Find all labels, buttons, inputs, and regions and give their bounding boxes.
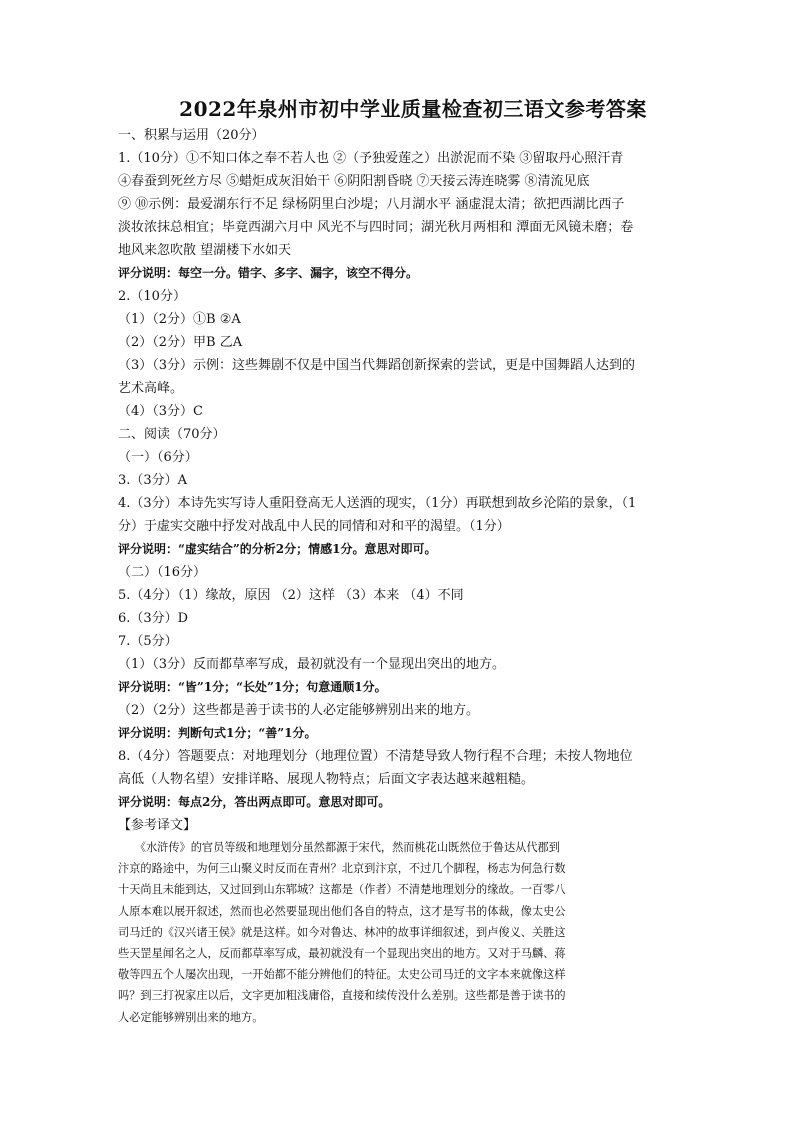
answer-line: 分）于虚实交融中抒发对战乱中人民的同情和对和平的渴望。（1分） (118, 519, 510, 534)
answer-line: 8.（4分）答题要点：对地理划分（地理位置）不清楚导致人物行程不合理；未按人物地位 (118, 749, 633, 764)
answer-line: ④春蚕到死丝方尽 ⑤蜡炬成灰泪始干 ⑥阴阳割昏晓 ⑦天接云涛连晓雾 ⑧清流见底 (118, 174, 590, 189)
answer-line: （1）（2分）①B ②A (118, 312, 241, 327)
translation-line: 人必定能够辨别出来的地方。 (118, 1010, 264, 1024)
translation-line: 人原本难以展开叙述，然而也必然要显现出他们各自的特点，这才是写书的体裁，像太史公 (118, 904, 566, 918)
translation-line: 汴京的路途中，为何三山聚义时反而在青州？北京到汴京，不过几个脚程，杨志为何急行数 (118, 862, 566, 876)
answer-line: 6.（3分）D (118, 611, 189, 626)
translation-line: 敬等四五个人屡次出现，一开始都不能分辨他们的特征。太史公司马迁的文字本来就像这样 (118, 968, 566, 982)
scoring-note: 评分说明：“虚实结合”的分析2分；情感1分。意思对即可。 (118, 542, 437, 556)
translation-line: 《水浒传》的官员等级和地理划分虽然都源于宋代，然而桃花山既然位于鲁达从代郡到 (118, 841, 560, 854)
answer-line: 1.（10分）①不知口体之奉不若人也 ②（予独爱莲之）出淤泥而不染 ③留取丹心照汗青 (118, 151, 624, 166)
scoring-note: 评分说明：每点2分，答出两点即可。意思对即可。 (118, 795, 391, 809)
answer-line: 2.（10分） (118, 289, 186, 304)
answer-line: （2）（2分）甲B 乙A (118, 335, 243, 350)
answer-line: 淡妆浓抹总相宜；毕竟西湖六月中 风光不与四时同；湖光秋月两相和 潭面无风镜未磨；卷 (118, 220, 634, 235)
answer-line: 地风来忽吹散 望湖楼下水如天 (118, 243, 292, 258)
answer-line: ⑨ ⑩示例：最爱湖东行不足 绿杨阴里白沙堤；八月湖水平 涵虚混太清；欲把西湖比西子 (118, 197, 625, 212)
answer-line: 5.（4分）（1）缘故，原因 （2）这样 （3）本来 （4）不同 (118, 588, 464, 603)
answer-line: 7.（5分） (118, 634, 178, 649)
answer-line: 4.（3分）本诗先实写诗人重阳登高无人送酒的现实，（1分）再联想到故乡沦陷的景象，（1 (118, 496, 637, 511)
scoring-note: 评分说明：每空一分。错字、多字、漏字，该空不得分。 (118, 266, 419, 280)
translation-line: 些天罡星闻名之人，反而都草率写成，最初就没有一个显现出突出的地方。又对于马麟、蒋 (118, 947, 566, 961)
answer-line: （2）（2分）这些都是善于读书的人必定能够辨别出来的地方。 (118, 703, 480, 718)
reference-translation (118, 837, 708, 1028)
answer-line: （一）（6分） (118, 450, 198, 465)
answer-line: （1）（3分）反而都草率写成，最初就没有一个显现出突出的地方。 (118, 657, 506, 672)
document-title: 2022年泉州市初中学业质量检查初三语文参考答案 (179, 97, 647, 121)
answer-line: 二、阅读（70分） (118, 427, 226, 442)
answer-line: 艺术高峰。 (118, 381, 184, 396)
answer-line: 3.（3分）A (118, 473, 188, 488)
answer-line: （4）（3分）C (118, 404, 203, 419)
translation-line: 司马迁的《汉兴诸王侯》就是这样。如今对鲁达、林冲的故事详细叙述，到卢俊义、关胜这 (118, 925, 566, 939)
scoring-note: 评分说明：“皆”1分；“长处”1分；句意通顺1分。 (118, 680, 387, 694)
translation-line: 十天尚且未能到达，又过回到山东郓城？这都是（作者）不清楚地理划分的缘故。一百零八 (118, 883, 566, 897)
translation-line: 吗？到三打祝家庄以后，文字更加粗浅庸俗，直接和续传没什么差别。这些都是善于读书的 (118, 989, 566, 1003)
answer-line: （3）（3分）示例：这些舞剧不仅是中国当代舞蹈创新探索的尝试，更是中国舞蹈人达到的 (118, 358, 636, 373)
answer-line: 【参考译文】 (118, 818, 197, 833)
answer-line: 高低（人物名望）安排详略、展现人物特点；后面文字表达越来越粗糙。 (118, 772, 535, 787)
answer-line: 一、积累与运用（20分） (118, 128, 265, 143)
answer-line: （二）（16分） (118, 565, 207, 580)
answer-body (118, 124, 708, 837)
scoring-note: 评分说明：判断句式1分；“善”1分。 (118, 726, 317, 740)
